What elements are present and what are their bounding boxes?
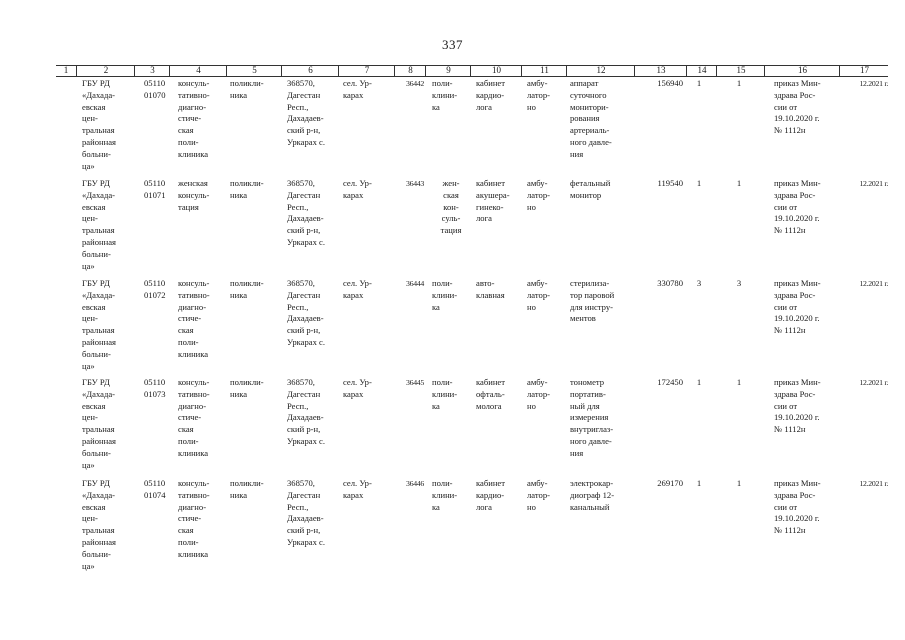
cell-number: 36442 (406, 79, 424, 88)
cell-organization: ГБУ РД «Дахада- евская цен- тральная районная больни- ца» (82, 78, 116, 171)
cell-date: 12.2021 г. (859, 79, 888, 88)
cell-institution-type: женская консуль- тация (178, 178, 210, 212)
header-col-9: 9 (425, 65, 471, 76)
cell-order: приказ Мин- здрава Рос- сии от 19.10.2020 г. № 1112н (774, 178, 821, 236)
header-col-7: 7 (338, 65, 395, 76)
table-header (56, 65, 888, 77)
cell-institution-type: консуль- тативно- диагно- стиче- ская поли- клиника (178, 377, 210, 458)
cell-code: 05110 01072 (144, 278, 166, 300)
cell-locality: сел. Ур- карах (343, 178, 372, 200)
cell-number: 36446 (406, 479, 424, 488)
table-row (56, 377, 888, 477)
cell-equipment: электрокар- диограф 12- канальный (570, 478, 615, 512)
cell-order: приказ Мин- здрава Рос- сии от 19.10.2020 г. № 1112н (774, 78, 821, 136)
cell-care-mode: амбу- латор- но (527, 178, 550, 212)
cell-locality: сел. Ур- карах (343, 377, 372, 399)
cell-date: 12.2021 г. (859, 279, 888, 288)
cell-price: 119540 (657, 178, 683, 188)
cell-number: 36445 (406, 378, 424, 387)
cell-equipment: стерилиза- тор паровой для инстру- ментов (570, 278, 615, 324)
header-col-2: 2 (76, 65, 135, 76)
cell-date: 12.2021 г. (859, 179, 888, 188)
cell-quantity-required: 1 (696, 78, 702, 88)
cell-address: 368570, Дагестан Респ., Дахадаев- ский р-н, Уркарах с. (287, 78, 326, 147)
header-col-16: 16 (764, 65, 840, 76)
header-col-10: 10 (470, 65, 522, 76)
cell-date: 12.2021 г. (859, 479, 888, 488)
cell-address: 368570, Дагестан Респ., Дахадаев- ский р-н, Уркарах с. (287, 178, 326, 247)
cell-quantity-planned: 1 (736, 78, 742, 88)
table-row (56, 278, 888, 378)
cell-quantity-planned: 1 (736, 178, 742, 188)
cell-organization: ГБУ РД «Дахада- евская цен- тральная районная больни- ца» (82, 478, 116, 571)
cell-price: 156940 (657, 78, 683, 88)
cell-address: 368570, Дагестан Респ., Дахадаев- ский р-н, Уркарах с. (287, 377, 326, 446)
cell-institution-type: консуль- тативно- диагно- стиче- ская поли- клиника (178, 278, 210, 359)
header-col-11: 11 (521, 65, 567, 76)
cell-code: 05110 01070 (144, 78, 166, 100)
cell-locality: сел. Ур- карах (343, 278, 372, 300)
header-col-1: 1 (63, 65, 69, 75)
cell-quantity-required: 3 (696, 278, 702, 288)
cell-date: 12.2021 г. (859, 378, 888, 387)
header-col-13: 13 (634, 65, 687, 76)
cell-code: 05110 01074 (144, 478, 166, 500)
cell-address: 368570, Дагестан Респ., Дахадаев- ский р-н, Уркарах с. (287, 478, 326, 547)
cell-price: 330780 (657, 278, 683, 288)
header-col-5: 5 (226, 65, 282, 76)
header-col-17: 17 (839, 65, 889, 76)
header-col-14: 14 (686, 65, 717, 76)
header-col-6: 6 (281, 65, 339, 76)
cell-order: приказ Мин- здрава Рос- сии от 19.10.2020 г. № 1112н (774, 377, 821, 435)
cell-room: авто- клавная (476, 278, 505, 300)
cell-institution-kind: поликли- ника (230, 78, 264, 100)
header-col-15: 15 (716, 65, 765, 76)
cell-care-mode: амбу- латор- но (527, 377, 550, 411)
cell-quantity-planned: 1 (736, 377, 742, 387)
cell-locality: сел. Ур- карах (343, 478, 372, 500)
cell-room: кабинет акушера- гинеко- лога (476, 178, 510, 224)
cell-care-mode: амбу- латор- но (527, 78, 550, 112)
cell-quantity-required: 1 (696, 478, 702, 488)
cell-order: приказ Мин- здрава Рос- сии от 19.10.2020 г. № 1112н (774, 478, 821, 536)
cell-institution-type: консуль- тативно- диагно- стиче- ская поли- клиника (178, 78, 210, 159)
cell-quantity-required: 1 (696, 178, 702, 188)
cell-institution-kind: поликли- ника (230, 377, 264, 399)
cell-institution-kind: поликли- ника (230, 478, 264, 500)
cell-locality: сел. Ур- карах (343, 78, 372, 100)
page-number: 337 (442, 37, 463, 52)
cell-quantity-required: 1 (696, 377, 702, 387)
cell-organization: ГБУ РД «Дахада- евская цен- тральная районная больни- ца» (82, 178, 116, 271)
cell-equipment: тонометр портатив- ный для измерения внутриглаз- ного давле- ния (570, 377, 614, 458)
header-col-4: 4 (169, 65, 227, 76)
cell-code: 05110 01071 (144, 178, 166, 200)
cell-organization: ГБУ РД «Дахада- евская цен- тральная районная больни- ца» (82, 377, 116, 470)
cell-organization: ГБУ РД «Дахада- евская цен- тральная районная больни- ца» (82, 278, 116, 371)
cell-number: 36444 (406, 279, 424, 288)
cell-care-mode: амбу- латор- но (527, 278, 550, 312)
table-row (56, 178, 888, 278)
table-row (56, 478, 888, 578)
cell-equipment: фетальный монитор (570, 178, 611, 200)
header-col-8: 8 (394, 65, 426, 76)
header-col-3: 3 (134, 65, 170, 76)
cell-institution-kind: поликли- ника (230, 178, 264, 200)
cell-quantity-planned: 1 (736, 478, 742, 488)
cell-number: 36443 (406, 179, 424, 188)
cell-quantity-planned: 3 (736, 278, 742, 288)
cell-order: приказ Мин- здрава Рос- сии от 19.10.2020 г. № 1112н (774, 278, 821, 336)
header-col-12: 12 (566, 65, 635, 76)
cell-room: кабинет кардио- лога (476, 78, 505, 112)
cell-unit: поли- клини- ка (432, 78, 458, 112)
cell-unit: поли- клини- ка (432, 278, 458, 312)
cell-unit: поли- клини- ка (432, 478, 458, 512)
table-row (56, 78, 888, 178)
cell-code: 05110 01073 (144, 377, 166, 399)
cell-unit: поли- клини- ка (432, 377, 458, 411)
cell-price: 269170 (657, 478, 683, 488)
cell-equipment: аппарат суточного монитори- рования артериаль- ного давле- ния (570, 78, 612, 159)
cell-institution-kind: поликли- ника (230, 278, 264, 300)
cell-address: 368570, Дагестан Респ., Дахадаев- ский р-н, Уркарах с. (287, 278, 326, 347)
cell-unit: жен- ская кон- суль- тация (440, 178, 462, 236)
cell-room: кабинет кардио- лога (476, 478, 505, 512)
cell-room: кабинет офталь- молога (476, 377, 505, 411)
cell-care-mode: амбу- латор- но (527, 478, 550, 512)
cell-price: 172450 (657, 377, 683, 387)
cell-institution-type: консуль- тативно- диагно- стиче- ская поли- клиника (178, 478, 210, 559)
